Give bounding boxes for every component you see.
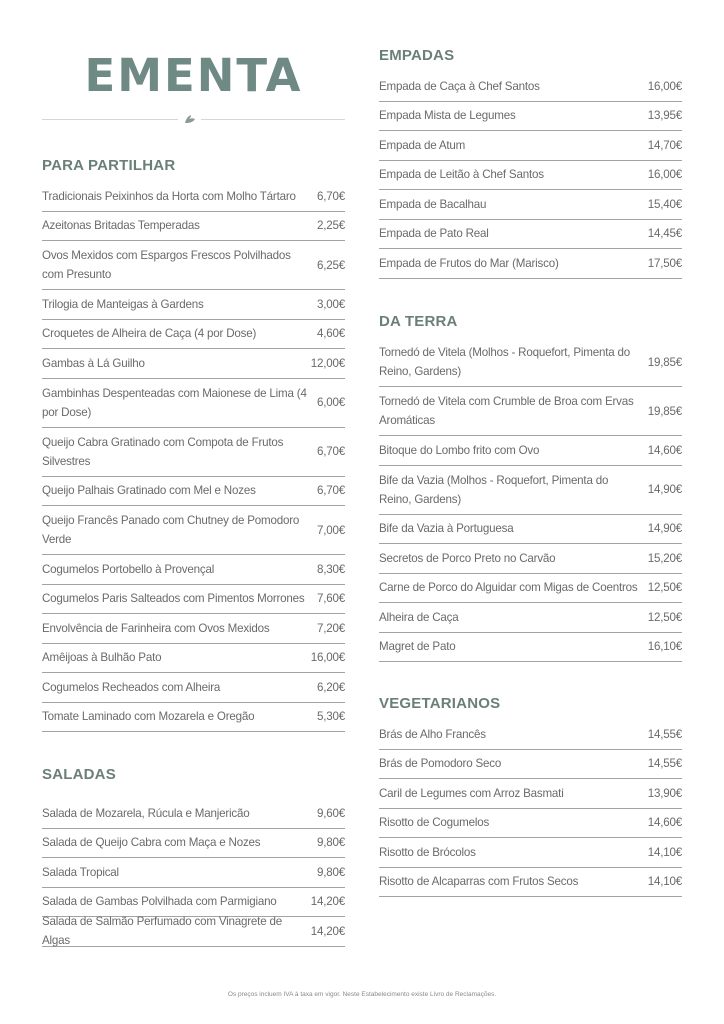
- menu-item: [42, 644, 345, 674]
- menu-item: [42, 614, 345, 644]
- item-price: 14,90€: [647, 522, 682, 536]
- item-name: Bife da Vazia (Molhos - Roquefort, Pimenta do Reino, Gardens): [379, 473, 609, 506]
- menu-item: [379, 750, 682, 780]
- item-price: 7,20€: [316, 621, 345, 635]
- item-price: 12,00€: [310, 356, 345, 370]
- footer-note: Os preços incluem IVA à taxa em vigor. Neste Estabelecimento existe Livro de Reclamações.: [227, 991, 497, 998]
- menu-item: [42, 320, 345, 350]
- item-name: Cogumelos Paris Salteados com Pimentos Morrones: [42, 592, 305, 606]
- menu-item: [379, 466, 682, 515]
- item-name: Cogumelos Portobello à Provençal: [42, 562, 215, 576]
- menu-item: [42, 799, 345, 829]
- section-saladas: [42, 765, 345, 947]
- menu-item: [379, 515, 682, 545]
- item-name: Croquetes de Alheira de Caça (4 por Dose): [42, 327, 257, 341]
- item-price: 14,20€: [310, 924, 345, 938]
- item-price: 6,70€: [316, 484, 345, 498]
- item-name: Tomate Laminado com Mozarela e Oregão: [42, 710, 255, 724]
- item-name: Tradicionais Peixinhos da Horta com Molho Tártaro: [42, 189, 296, 203]
- section-heading: DA TERRA: [379, 313, 458, 330]
- item-price: 14,55€: [647, 757, 682, 771]
- item-price: 6,70€: [316, 189, 345, 203]
- section-heading: EMPADAS: [379, 47, 455, 64]
- menu-item: [379, 838, 682, 868]
- item-name: Salada Tropical: [42, 865, 119, 879]
- item-price: 6,00€: [316, 396, 345, 409]
- menu-item: [42, 673, 345, 703]
- title-separator: [42, 112, 345, 126]
- menu-item: [379, 220, 682, 250]
- item-name: Risotto de Cogumelos: [379, 816, 490, 830]
- item-price: 4,60€: [316, 327, 345, 341]
- item-name: Carne de Porco do Alguidar com Migas de Coentros: [379, 581, 638, 595]
- menu-item: [42, 212, 345, 242]
- item-name: Alheira de Caça: [379, 610, 459, 624]
- item-name: Trilogia de Manteigas à Gardens: [42, 297, 204, 311]
- item-name: Tornedó de Vitela (Molhos - Roquefort, Pimenta do Reino, Gardens): [379, 346, 630, 378]
- item-name: Queijo Palhais Gratinado com Mel e Nozes: [42, 484, 256, 498]
- menu-item: [379, 720, 682, 750]
- item-name: Empada de Caça à Chef Santos: [379, 79, 540, 93]
- item-name: Brás de Pomodoro Seco: [379, 757, 502, 771]
- menu-item: [42, 585, 345, 615]
- section-para-partilhar: [42, 156, 345, 732]
- item-name: Empada de Pato Real: [379, 227, 489, 241]
- item-price: 5,30€: [316, 710, 345, 724]
- item-price: 14,60€: [647, 816, 682, 830]
- item-name: Empada de Leitão à Chef Santos: [379, 168, 544, 182]
- item-price: 16,10€: [647, 640, 682, 654]
- menu-item: [379, 779, 682, 809]
- item-name: Azeitonas Britadas Temperadas: [42, 219, 200, 233]
- menu-item: [42, 829, 345, 859]
- item-price: 8,30€: [316, 562, 345, 576]
- menu-item: [42, 917, 345, 947]
- menu-item: [379, 809, 682, 839]
- menu-item: [379, 574, 682, 604]
- item-name: Salada de Gambas Polvilhada com Parmigiano: [42, 895, 277, 909]
- item-name: Salada de Queijo Cabra com Maça e Nozes: [42, 836, 261, 850]
- item-price: 3,00€: [316, 297, 345, 311]
- item-name: Empada Mista de Legumes: [379, 109, 516, 123]
- item-price: 14,70€: [647, 138, 682, 152]
- item-price: 14,90€: [647, 483, 682, 496]
- menu-item: [379, 633, 682, 663]
- item-name: Risotto de Alcaparras com Frutos Secos: [379, 875, 579, 889]
- separator-line-left: [42, 119, 178, 120]
- item-name: Empada de Atum: [379, 138, 466, 152]
- item-name: Tornedó de Vitela com Crumble de Broa com Ervas Aromáticas: [379, 395, 634, 427]
- item-price: 7,00€: [316, 523, 345, 537]
- item-price: 7,60€: [316, 592, 345, 606]
- item-price: 13,90€: [647, 786, 682, 800]
- item-name: Salada de Mozarela, Rúcula e Manjericão: [42, 806, 250, 820]
- item-name: Ovos Mexidos com Espargos Frescos Polvilhados com Presunto: [42, 249, 291, 281]
- menu-item: [379, 603, 682, 633]
- item-name: Gambas à Lá Guilho: [42, 356, 145, 370]
- menu-item: [42, 349, 345, 379]
- item-name: Salada de Salmão Perfumado com Vinagrete de Algas: [42, 915, 282, 948]
- item-price: 15,20€: [647, 551, 682, 565]
- item-name: Empada de Frutos do Mar (Marisco): [379, 256, 559, 270]
- item-name: Queijo Francês Panado com Chutney de Pomodoro Verde: [42, 514, 300, 546]
- item-price: 12,50€: [647, 581, 682, 595]
- item-name: Secretos de Porco Preto no Carvão: [379, 551, 556, 565]
- menu-item: [379, 190, 682, 220]
- item-price: 17,50€: [647, 256, 682, 270]
- item-price: 13,95€: [647, 109, 682, 123]
- menu-item: [379, 868, 682, 898]
- item-name: Cogumelos Recheados com Alheira: [42, 680, 221, 694]
- item-price: 19,85€: [647, 355, 682, 369]
- item-price: 15,40€: [647, 197, 682, 211]
- section-vegetarianos: [379, 694, 682, 897]
- item-price: 9,60€: [316, 806, 345, 820]
- item-name: Brás de Alho Francês: [379, 727, 486, 741]
- item-name: Magret de Pato: [379, 640, 456, 654]
- item-price: 14,45€: [647, 227, 682, 241]
- item-price: 9,80€: [316, 865, 345, 879]
- item-price: 9,80€: [316, 836, 345, 850]
- item-price: 14,10€: [647, 845, 682, 859]
- section-heading: VEGETARIANOS: [379, 695, 501, 712]
- item-price: 16,00€: [647, 79, 682, 93]
- item-name: Risotto de Brócolos: [379, 845, 476, 859]
- item-price: 2,25€: [316, 219, 345, 233]
- item-price: 14,55€: [647, 727, 682, 741]
- menu-item: [42, 858, 345, 888]
- item-name: Amêijoas à Bulhão Pato: [42, 651, 162, 665]
- item-name: Bitoque do Lombo frito com Ovo: [379, 443, 540, 457]
- menu-item: [42, 506, 345, 555]
- menu-title: EMENTA: [84, 49, 303, 102]
- item-price: 6,20€: [316, 680, 345, 694]
- item-price: 14,10€: [647, 875, 682, 889]
- item-name: Caril de Legumes com Arroz Basmati: [379, 786, 564, 800]
- menu-item: [379, 544, 682, 574]
- menu-item: [379, 161, 682, 191]
- menu-item: [42, 477, 345, 507]
- item-price: 6,70€: [316, 445, 345, 458]
- leaf-icon: [184, 113, 196, 125]
- section-da-terra: [379, 312, 682, 662]
- menu-item: [42, 703, 345, 733]
- item-price: 19,85€: [647, 404, 682, 418]
- item-name: Bife da Vazia à Portuguesa: [379, 522, 514, 536]
- separator-line-right: [201, 119, 345, 120]
- item-price: 16,00€: [647, 168, 682, 182]
- menu-item: [379, 102, 682, 132]
- item-price: 16,00€: [310, 651, 345, 665]
- section-heading: PARA PARTILHAR: [42, 157, 176, 174]
- item-price: 12,50€: [647, 610, 682, 624]
- section-heading: SALADAS: [42, 766, 116, 783]
- item-name: Empada de Bacalhau: [379, 197, 487, 211]
- menu-item: [379, 249, 682, 279]
- menu-item: [379, 436, 682, 466]
- menu-item: [379, 387, 682, 436]
- item-price: 14,60€: [647, 443, 682, 457]
- menu-item: [42, 241, 345, 290]
- menu-item: [42, 428, 345, 477]
- item-name: Queijo Cabra Gratinado com Compota de Frutos Silvestres: [42, 435, 284, 468]
- menu-item: [42, 555, 345, 585]
- menu-item: [42, 182, 345, 212]
- item-price: 14,20€: [310, 895, 345, 909]
- section-empadas: [379, 46, 682, 279]
- item-price: 6,25€: [316, 258, 345, 272]
- menu-item: [379, 72, 682, 102]
- menu-item: [379, 338, 682, 387]
- item-name: Envolvência de Farinheira com Ovos Mexidos: [42, 621, 270, 635]
- menu-item: [42, 379, 345, 428]
- menu-item: [42, 290, 345, 320]
- menu-item: [379, 131, 682, 161]
- item-name: Gambinhas Despenteadas com Maionese de Lima (4 por Dose): [42, 386, 307, 419]
